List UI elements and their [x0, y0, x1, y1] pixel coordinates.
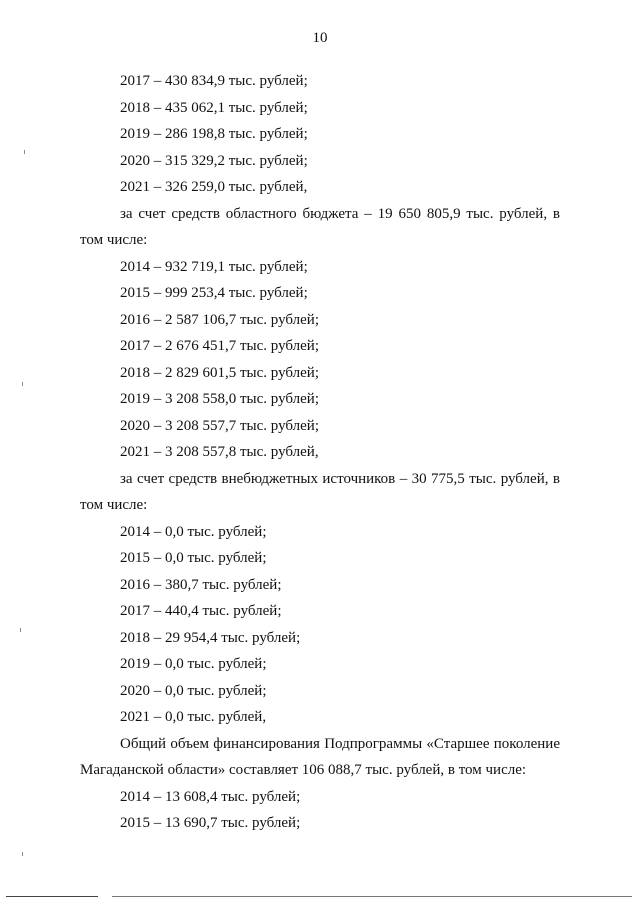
- list-item: 2015 – 999 253,4 тыс. рублей;: [120, 285, 308, 301]
- list-item: 2021 – 3 208 557,8 тыс. рублей,: [120, 444, 319, 460]
- list-item: 2016 – 380,7 тыс. рублей;: [120, 576, 282, 593]
- list-item: 2016 – 2 587 106,7 тыс. рублей;: [120, 311, 319, 328]
- list-item: 2020 – 0,0 тыс. рублей;: [120, 682, 267, 699]
- list-item: 2014 – 932 719,1 тыс. рублей;: [120, 258, 308, 275]
- list-item: 2018 – 2 829 601,5 тыс. рублей;: [120, 364, 319, 381]
- bottom-divider: [6, 896, 98, 897]
- page-number: 10: [312, 30, 328, 46]
- list-item: 2018 – 29 954,4 тыс. рублей;: [120, 629, 301, 646]
- list-item: 2014 – 13 608,4 тыс. рублей;: [120, 788, 301, 805]
- paragraph-total-financing: Общий объем финансирования Подпрограммы «Старшее поколение Магаданской области» составляет 106 088,7 тыс. рублей, в том числе:: [80, 735, 560, 778]
- scan-mark: [20, 628, 21, 632]
- list-item: 2014 – 0,0 тыс. рублей;: [120, 523, 267, 540]
- paragraph-regional-budget: за счет средств областного бюджета – 19 650 805,9 тыс. рублей, в том числе:: [80, 205, 560, 248]
- scan-mark: [22, 852, 23, 856]
- list-item: 2017 – 2 676 451,7 тыс. рублей;: [120, 338, 319, 354]
- list-item: 2017 – 430 834,9 тыс. рублей;: [120, 73, 308, 89]
- list-item: 2019 – 286 198,8 тыс. рублей;: [120, 126, 308, 142]
- list-item: 2018 – 435 062,1 тыс. рублей;: [120, 99, 308, 116]
- list-item: 2020 – 315 329,2 тыс. рублей;: [120, 152, 308, 169]
- list-item: 2019 – 0,0 тыс. рублей;: [120, 656, 267, 672]
- list-item: 2015 – 13 690,7 тыс. рублей;: [120, 815, 301, 831]
- list-item: 2015 – 0,0 тыс. рублей;: [120, 550, 267, 566]
- scan-mark: [22, 382, 23, 386]
- scan-mark: [24, 150, 25, 154]
- bottom-divider: [112, 896, 632, 897]
- list-item: 2017 – 440,4 тыс. рублей;: [120, 603, 282, 619]
- list-item: 2021 – 0,0 тыс. рублей,: [120, 709, 267, 725]
- list-item: 2020 – 3 208 557,7 тыс. рублей;: [120, 417, 319, 434]
- paragraph-extrabudgetary: за счет средств внебюджетных источников – 30 775,5 тыс. рублей, в том числе:: [80, 470, 560, 513]
- list-item: 2021 – 326 259,0 тыс. рублей,: [120, 179, 308, 195]
- list-item: 2019 – 3 208 558,0 тыс. рублей;: [120, 391, 319, 407]
- document-body: [80, 68, 560, 837]
